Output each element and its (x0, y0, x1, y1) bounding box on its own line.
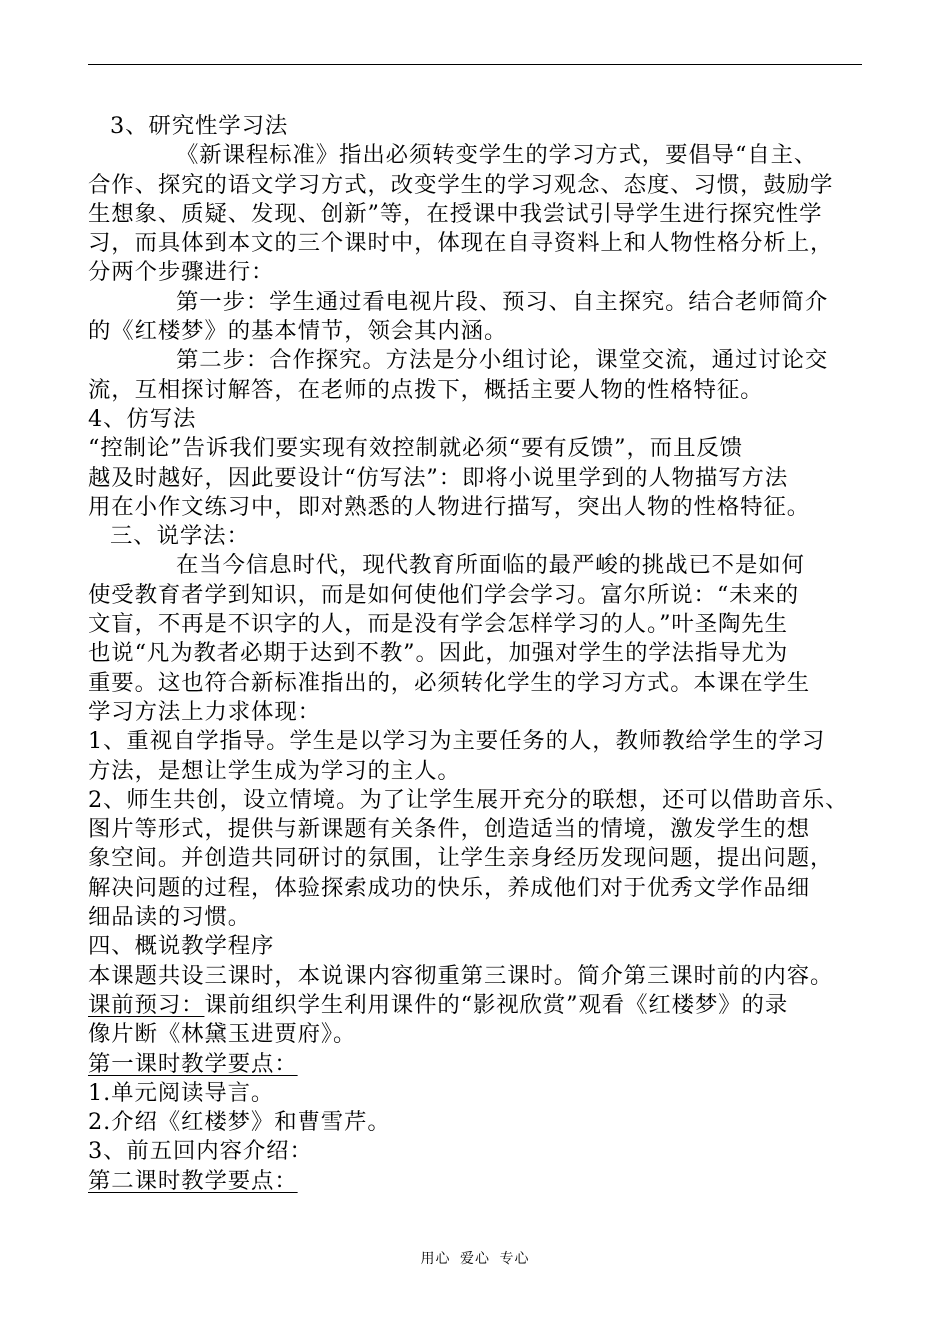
text-line: 生想象、质疑、发现、创新”等，在授课中我尝试引导学生进行探究性学 (88, 200, 823, 227)
text-line: 文盲，不再是不识字的人，而是没有学会怎样学习的人。”叶圣陶先生 (88, 611, 788, 638)
document-body (88, 112, 868, 1196)
text-line: 学习方法上力求体现： (88, 698, 321, 725)
text-line (88, 1050, 868, 1079)
text-line: 1.单元阅读导言。 (88, 1079, 275, 1106)
text-line: 3、前五回内容介绍： (88, 1138, 313, 1165)
text-line: 也说“凡为教者必期于达到不教”。因此，加强对学生的学法指导尤为 (88, 640, 789, 667)
text-line: 本课题共设三课时，本说课内容彻重第三课时。简介第三课时前的内容。 (88, 962, 834, 989)
text-line: 合作、探究的语文学习方式，改变学生的学习观念、态度、习惯，鼓励学 (88, 171, 834, 198)
text-line: 习，而具体到本文的三个课时中，体现在自寻资料上和人物性格分析上， (88, 230, 834, 257)
text-line: 2、师生共创，设立情境。为了让学生展开充分的联想，还可以借助音乐、 (88, 786, 849, 813)
text-line: 方法，是想让学生成为学习的主人。 (88, 757, 461, 784)
preview-label: 课前预习： (88, 991, 205, 1018)
heading-teaching-procedure: 四、概说教学程序 (88, 933, 275, 960)
text-line: 像片断《林黛玉进贾府》。 (88, 1021, 357, 1048)
text-line: 使受教育者学到知识，而是如何使他们学会学习。富尔所说：“未来的 (88, 581, 800, 608)
text-line: “控制论”告诉我们要实现有效控制就必须“要有反馈”，而且反馈 (88, 435, 743, 462)
heading-learning-method: 三、说学法： (110, 523, 250, 550)
text-line: 1、重视自学指导。学生是以学习为主要任务的人，教师教给学生的学习 (88, 728, 826, 755)
heading-imitation-writing: 4、仿写法 (88, 405, 197, 432)
text-line: 象空间。并创造共同研讨的氛围，让学生亲身经历发现问题，提出问题， (88, 845, 834, 872)
text-line: 解决问题的过程，体验探索成功的快乐，养成他们对于优秀文学作品细 (88, 874, 811, 901)
text-line: 图片等形式，提供与新课题有关条件，创造适当的情境，激发学生的想 (88, 816, 811, 843)
text-line: 用在小作文练习中，即对熟悉的人物进行描写，突出人物的性格特征。 (88, 493, 811, 520)
text-line: 第二步：合作探究。方法是分小组讨论，课堂交流，通过讨论交 (176, 347, 829, 374)
text-line: 分两个步骤进行： (88, 259, 275, 286)
text-line: 的《红楼梦》的基本情节，领会其内涵。 (88, 318, 508, 345)
text-line: 在当今信息时代，现代教育所面临的最严峻的挑战已不是如何 (176, 552, 805, 579)
page-footer: 用心 爱心 专心 (420, 1251, 530, 1267)
text-line: 越及时越好，因此要设计“仿写法”：即将小说里学到的人物描写方法 (88, 464, 789, 491)
text-line: 《新课程标准》指出必须转变学生的学习方式，要倡导“自主、 (176, 142, 818, 169)
lesson-two-heading: 第二课时教学要点： (88, 1167, 298, 1194)
text-line: 2.介绍《红楼梦》和曹雪芹。 (88, 1109, 391, 1136)
text-line (88, 1167, 868, 1196)
text-line: 重要。这也符合新标准指出的，必须转化学生的学习方式。本课在学生 (88, 669, 811, 696)
preview-text: 课前组织学生利用课件的“影视欣赏”观看《红楼梦》的录 (204, 991, 789, 1018)
heading-research-learning: 3、研究性学习法 (110, 113, 289, 139)
text-line: 流，互相探讨解答，在老师的点拨下，概括主要人物的性格特征。 (88, 376, 764, 403)
text-line (88, 991, 868, 1020)
header-rule (88, 64, 862, 65)
text-line: 第一步：学生通过看电视片段、预习、自主探究。结合老师简介 (176, 288, 829, 315)
text-line: 细品读的习惯。 (88, 904, 252, 931)
lesson-one-heading: 第一课时教学要点： (88, 1050, 298, 1077)
